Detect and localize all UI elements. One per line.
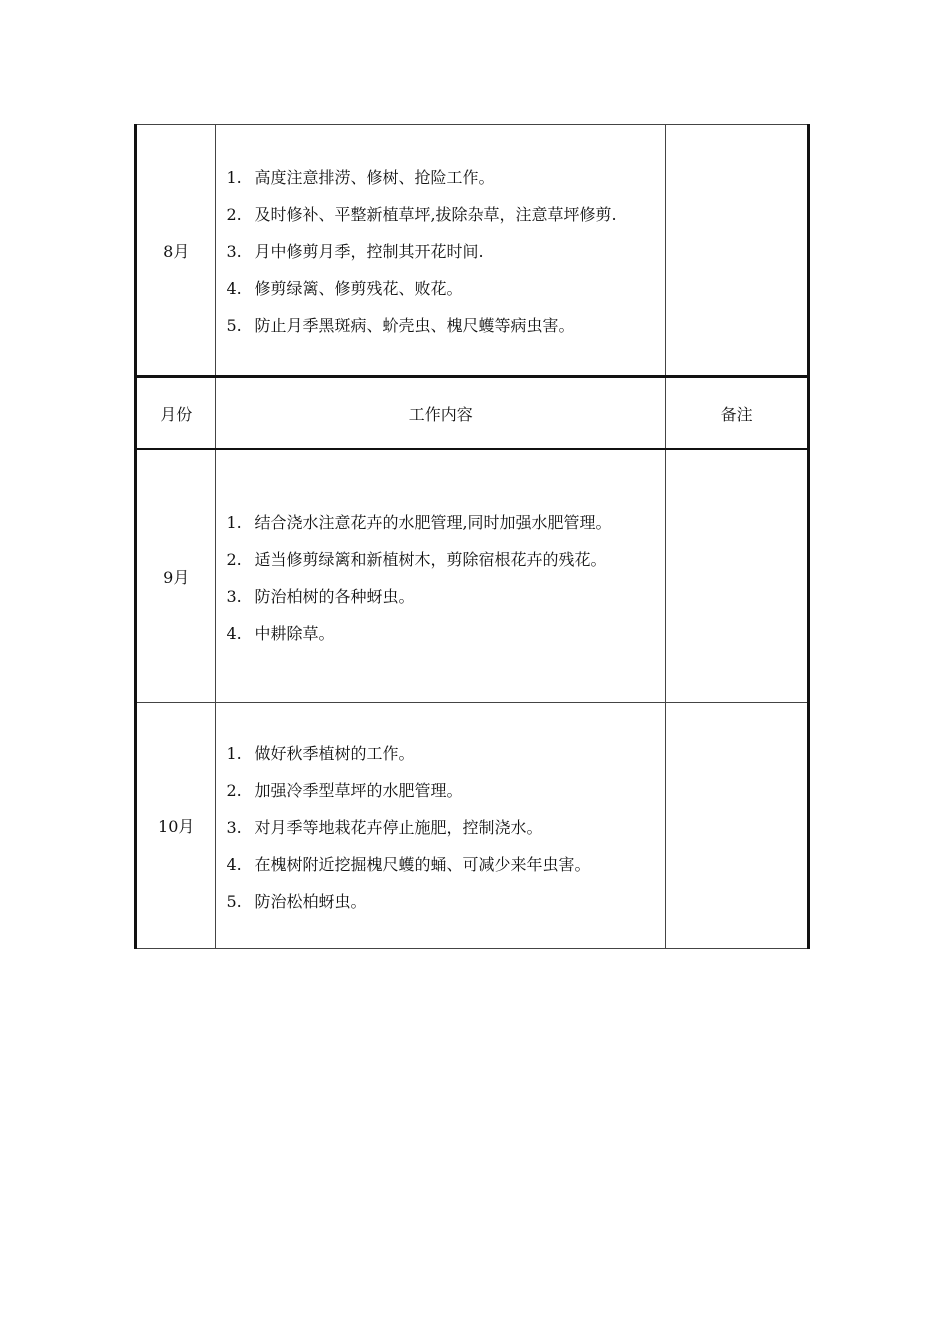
item-text: 月中修剪月季，控制其开花时间. [254,242,484,261]
header-note: 备注 [666,377,809,450]
item-number: 3. [226,242,242,261]
task-list [216,724,665,928]
item-number: 4. [226,854,242,874]
item-number: 2. [226,780,242,800]
list-item [226,622,657,646]
list-item [226,548,657,572]
table-header-row [136,377,809,450]
note-cell [666,449,809,703]
item-number: 1. [226,743,242,763]
item-number: 2. [226,205,242,224]
content-cell [216,703,666,949]
item-text: 防止月季黑斑病、蚧壳虫、槐尺蠖等病虫害。 [254,316,575,335]
list-item [226,816,657,840]
item-text: 防治松柏蚜虫。 [254,891,367,911]
item-text: 中耕除草。 [254,623,335,643]
list-item [226,779,657,803]
header-content: 工作内容 [216,377,666,450]
content-cell [216,449,666,703]
item-text: 防治柏树的各种蚜虫。 [254,586,415,606]
content-cell [216,125,666,377]
list-item [226,203,657,227]
list-item [226,585,657,609]
month-cell: 10月 [136,703,216,949]
maintenance-schedule-table [134,124,810,949]
list-item [226,240,657,264]
note-cell [666,125,809,377]
item-text: 高度注意排涝、修树、抢险工作。 [254,168,495,187]
item-text: 在槐树附近挖掘槐尺蠖的蛹、可减少来年虫害。 [254,854,591,874]
task-list [216,493,665,660]
item-text: 做好秋季植树的工作。 [254,743,415,763]
item-text: 结合浇水注意花卉的水肥管理,同时加强水肥管理。 [254,512,612,532]
note-cell [666,703,809,949]
item-number: 5. [226,316,242,335]
item-number: 2. [226,549,242,569]
item-number: 3. [226,586,242,606]
item-number: 5. [226,891,242,911]
table-row-august [136,125,809,377]
list-item [226,742,657,766]
header-month: 月份 [136,377,216,450]
item-number: 4. [226,623,242,643]
table-row-october [136,703,809,949]
item-text: 对月季等地栽花卉停止施肥，控制浇水。 [254,817,543,837]
list-item [226,853,657,877]
item-text: 加强冷季型草坪的水肥管理。 [254,780,463,800]
item-number: 1. [226,168,242,187]
month-cell: 9月 [136,449,216,703]
item-text: 适当修剪绿篱和新植树木，剪除宿根花卉的残花。 [254,549,607,569]
month-cell: 8月 [136,125,216,377]
list-item [226,890,657,914]
item-number: 3. [226,817,242,837]
list-item [226,314,657,338]
list-item [226,277,657,301]
item-number: 4. [226,279,242,298]
list-item [226,511,657,535]
task-list [216,148,665,352]
list-item [226,166,657,190]
table-row-september [136,449,809,703]
item-text: 修剪绿篱、修剪残花、败花。 [254,279,463,298]
item-text: 及时修补、平整新植草坪,拔除杂草，注意草坪修剪. [254,205,617,224]
item-number: 1. [226,512,242,532]
